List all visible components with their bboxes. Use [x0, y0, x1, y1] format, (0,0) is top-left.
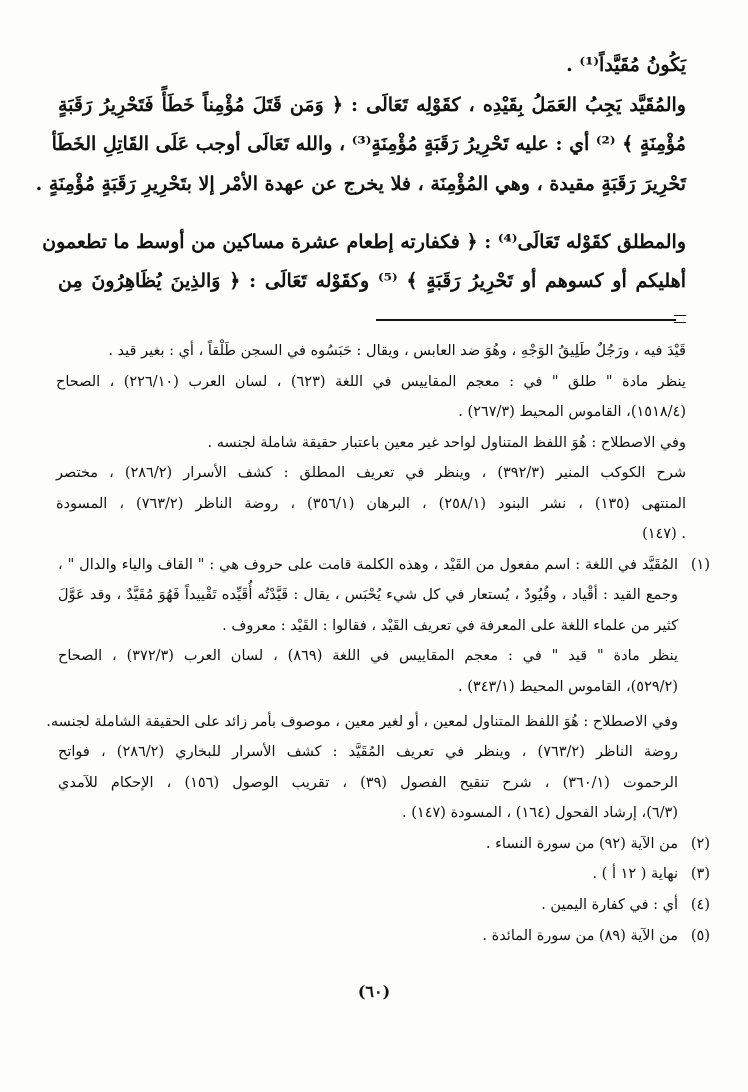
main-text-line: والمُقَيَّد يَجِبُ العَمَلُ بِقَيْدِه ، كقَوْلِه تَعَالَى : ﴿ وَمَن قَتَلَ مُؤْمِناً خَطَأً فَتَحْرِيرُ رَقَبَةٍ: [58, 94, 686, 116]
footnote-line: ينظر مادة " قيد " في : معجم المقاييس في اللغة (٨٦٩) ، لسان العرب (٣٧٢/٣) ، الصحاح: [58, 648, 678, 664]
main-text-line: أهليكم أو كسوهم أو تَحْرِيرُ رَقَبَةٍ ﴾ ⁽⁵⁾ وكقَوْله تَعَالَى : ﴿ وَالذِينَ يُظَاهِرُونَ مِن: [58, 270, 686, 292]
footnote-separator: [376, 319, 676, 321]
page-number: (٦٠): [357, 982, 391, 1001]
footnote-line: (٦/٣)، إرشاد الفحول (١٦٤) ، المسودة (١٤٧) .: [402, 805, 678, 821]
footnote-line: أي : في كفارة اليمين .: [541, 897, 678, 913]
separator-mark: [674, 315, 686, 323]
footnote-number: (٤): [690, 897, 710, 913]
footnote-number: (٣): [690, 866, 710, 882]
footnote-line: كثير من علماء اللغة على المعرفة في تعريف القَيْد ، فقالوا : القَيْد : معروف .: [222, 618, 678, 634]
footnote-line: المنتهى (١٣٥) ، نشر البنود (٢٥٨/١) ، البرهان (٣٥٦/١) ، روضة الناظر (٧٦٣/٢) ، المسودة: [56, 496, 686, 512]
main-text-line: تَحْرِيرَ رَقَبَةٍ مقيدة ، وهي المُؤْمِنَة ، فلا يخرج عن عهدة الأمْر إلا بتَحْرِيرِ رَقَبَةٍ مُؤْمِنَةٍ .: [35, 173, 686, 195]
footnote-line: (١٥١٨/٤)، القاموس المحيط (٢٦٧/٣) .: [458, 404, 686, 420]
footnote-line: من الآية (٩٢) من سورة النساء .: [485, 836, 678, 852]
footnote-line: شرح الكوكب المنير (٣٩٢/٣) ، وينظر في تعريف المطلق : كشف الأسرار (٢٨٦/٢) ، مختصر: [56, 465, 686, 481]
footnote-line: قَيْدَ فيه ، ورَجُلٌ طَلِيقُ الوَجْهِ ، وهُوَ ضد العابس ، ويقال : حَبَسُوه في السجن طَلْقاً ، أي : بغير قيد .: [108, 343, 686, 359]
footnote-number: (٢): [690, 836, 710, 852]
main-text-line: مُؤْمِنَةٍ ﴾ ⁽²⁾ أي : عليه تَحْرِيرُ رَقَبَةٍ مُؤْمِنَةٍ⁽³⁾ ، والله تَعَالَى أوجب عَلَى القَاتِلِ الخَطَأ: [51, 133, 686, 155]
footnote-line: المُقَيَّد في اللغة : اسم مفعول من القَيْد ، وهذه الكلمة قامت على حروف هي : " القاف والياء والدال " ،: [58, 557, 678, 573]
footnote-line: (١٤٧) .: [642, 526, 686, 542]
footnote-line: ينظر مادة " طلق " في : معجم المقاييس في اللغة (٦٢٣) ، لسان العرب (٢٢٦/١٠) ، الصحاح: [56, 374, 686, 390]
footnote-line: من الآية (٨٩) من سورة المائدة .: [482, 928, 678, 944]
footnote-number: (١): [690, 557, 710, 573]
footnote-line: (٥٢٩/٢)، القاموس المحيط (٣٤٣/١) .: [458, 679, 678, 695]
footnote-line: وجمع القيد : أقْياد ، وقُيُودٌ ، يُستعار في كل شيء يُحْبَس ، يقال : قَيَّدْتُه أُقَيِّده تَقْييداً فَهُوَ مُقَيَّدٌ ، وقد عَوَّلَ: [58, 587, 678, 603]
footnote-line: وفي الاصطلاح : هُوَ اللفظ المتناول لمعين ، أو لغير معين ، موصوف بأمر زائد على الحقيقة الشاملة لجنسه.: [46, 714, 678, 730]
footnote-line: الرحموت (٣٦٠/١) ، شرح تنقيح الفصول (٣٩) ، تقريب الوصول (١٥٦) ، الإحكام للآمدي: [58, 775, 678, 791]
footnote-number: (٥): [690, 928, 710, 944]
footnote-line: روضة الناظر (٧٦٣/٢) ، وينظر في تعريف المُقَيَّد : كشف الأسرار للبخاري (٢٨٦/٢) ، فواتح: [58, 744, 679, 760]
main-text-line: يَكُونُ مُقَيَّداً⁽¹⁾ .: [566, 54, 686, 76]
main-text-line: والمطلق كقَوْله تَعَالَى⁽⁴⁾ : ﴿ فكفارته إطعام عشرة مساكين من أوسط ما تطعمون: [42, 231, 686, 253]
footnote-line: نهاية ( ١٢ أ ) .: [592, 866, 678, 882]
footnote-line: وفي الاصطلاح : هُوَ اللفظ المتناول لواحد غير معين باعتبار حقيقة شاملة لجنسه .: [207, 435, 686, 451]
